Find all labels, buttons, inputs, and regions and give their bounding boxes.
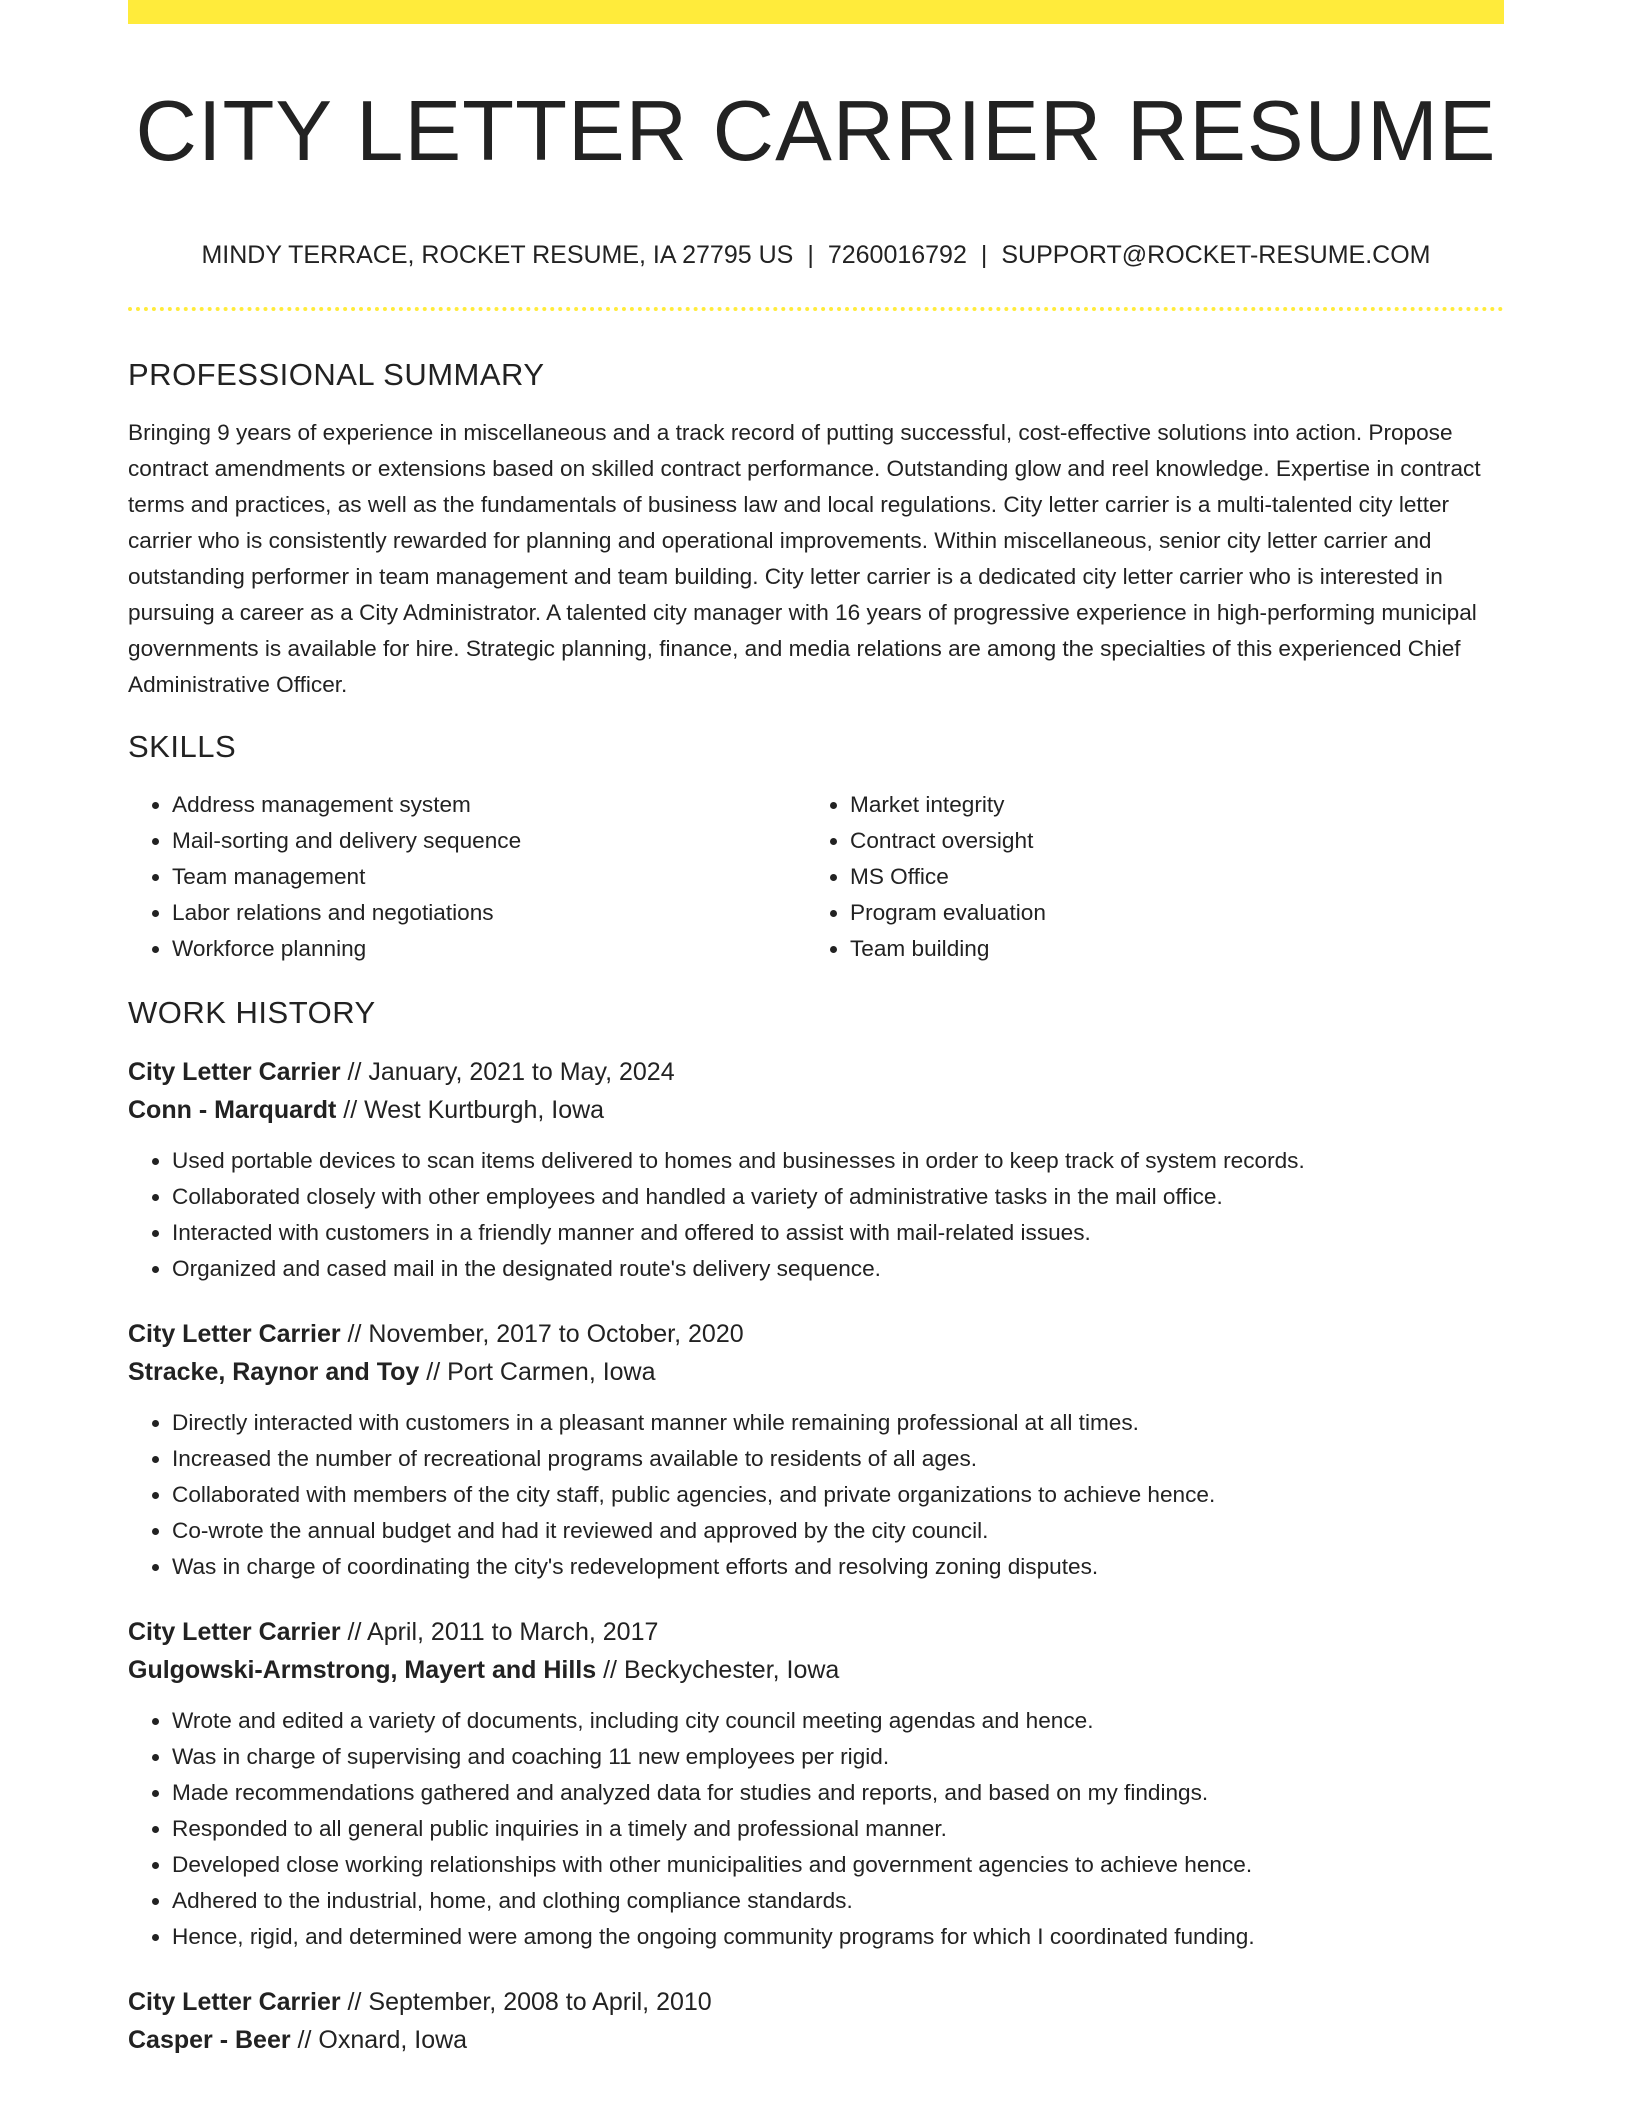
job-location: Beckychester, Iowa <box>623 1656 840 1684</box>
job-role: City Letter Carrier <box>128 1988 341 2016</box>
job-bullet: • Developed close working relationships with other municipalities and government agencies to achieve hence. <box>172 1847 1504 1883</box>
job-separator: // <box>347 1058 362 1086</box>
skills-column-left <box>128 787 806 967</box>
job-entry <box>128 1315 1504 1585</box>
job-bullet: • Was in charge of supervising and coaching 11 new employees per rigid. <box>172 1739 1504 1775</box>
skills-column-right <box>806 787 1484 967</box>
job-bullet: • Responded to all general public inquiries in a timely and professional manner. <box>172 1811 1504 1847</box>
resume-title: CITY LETTER CARRIER RESUME <box>135 84 1497 179</box>
job-separator: // <box>603 1656 617 1684</box>
resume-page <box>128 0 1504 2054</box>
job-role: City Letter Carrier <box>128 1058 341 1086</box>
job-bullets <box>128 1703 1504 1955</box>
skill-item: • Market integrity <box>850 787 1484 823</box>
job-role-line <box>128 1053 1504 1091</box>
dotted-divider <box>128 307 1504 311</box>
skill-item: • Address management system <box>172 787 806 823</box>
job-bullet: • Wrote and edited a variety of documents, including city council meeting agendas and hence. <box>172 1703 1504 1739</box>
job-entry <box>128 1613 1504 1955</box>
job-separator: // <box>343 1096 358 1124</box>
contact-email: SUPPORT@ROCKET-RESUME.COM <box>1001 241 1431 269</box>
job-separator: // <box>347 1988 362 2016</box>
skill-item: • Workforce planning <box>172 931 806 967</box>
job-company: Stracke, Raynor and Toy <box>128 1358 420 1386</box>
job-separator: // <box>297 2026 312 2054</box>
skills-heading: SKILLS <box>128 729 237 764</box>
job-bullets <box>128 1143 1504 1287</box>
skill-item: • Contract oversight <box>850 823 1484 859</box>
job-company: Casper - Beer <box>128 2026 291 2054</box>
job-role: City Letter Carrier <box>128 1618 341 1646</box>
skill-item: • MS Office <box>850 859 1484 895</box>
contact-address: MINDY TERRACE, ROCKET RESUME, IA 27795 US <box>201 241 794 269</box>
job-bullet: • Collaborated with members of the city staff, public agencies, and private organizations to achieve hence. <box>172 1477 1504 1513</box>
skills-list <box>128 787 1504 967</box>
skill-item: • Team building <box>850 931 1484 967</box>
job-dates: September, 2008 to April, 2010 <box>368 1988 712 2016</box>
work-history-heading: WORK HISTORY <box>128 995 376 1030</box>
summary-text: Bringing 9 years of experience in miscellaneous and a track record of putting successful, cost-effective solutions into action. Propose contract amendments or extensions based on skilled contract performance. Outstanding glow and reel knowledge. Expertise in contract terms and practices, as well as the fundamentals of business law and local regulations. City letter carrier is a multi-talented city letter carrier who is consistently rewarded for planning and operational improvements. Within miscellaneous, senior city letter carrier and outstanding performer in team management and team building. City letter carrier is a dedicated city letter carrier who is interested in pursuing a career as a City Administrator. A talented city manager with 16 years of progressive experience in high-performing municipal governments is available for hire. Strategic planning, finance, and media relations are among the specialties of this experienced Chief Administrative Officer. <box>128 420 1481 697</box>
job-bullet: • Collaborated closely with other employees and handled a variety of administrative tasks in the mail office. <box>172 1179 1504 1215</box>
job-company-line <box>128 1651 1504 1689</box>
job-entry <box>128 1053 1504 1287</box>
job-company: Conn - Marquardt <box>128 1096 337 1124</box>
job-bullet: • Adhered to the industrial, home, and clothing compliance standards. <box>172 1883 1504 1919</box>
job-bullet: • Used portable devices to scan items delivered to homes and businesses in order to keep track of system records. <box>172 1143 1504 1179</box>
job-location: Port Carmen, Iowa <box>447 1358 656 1386</box>
job-bullet: • Was in charge of coordinating the city's redevelopment efforts and resolving zoning disputes. <box>172 1549 1504 1585</box>
job-bullets <box>128 1405 1504 1585</box>
job-company: Gulgowski-Armstrong, Mayert and Hills <box>128 1656 597 1684</box>
job-location: West Kurtburgh, Iowa <box>364 1096 605 1124</box>
job-company-line <box>128 1353 1504 1391</box>
skill-item: • Team management <box>172 859 806 895</box>
job-entry <box>128 1983 1504 2059</box>
contact-separator: | <box>980 241 988 269</box>
job-separator: // <box>347 1320 362 1348</box>
resume-content <box>128 355 1504 2087</box>
job-company-line <box>128 1091 1504 1129</box>
job-role-line <box>128 1613 1504 1651</box>
job-dates: November, 2017 to October, 2020 <box>368 1320 744 1348</box>
skill-item: • Program evaluation <box>850 895 1484 931</box>
job-role: City Letter Carrier <box>128 1320 341 1348</box>
job-bullet: • Increased the number of recreational programs available to residents of all ages. <box>172 1441 1504 1477</box>
job-bullet: • Made recommendations gathered and analyzed data for studies and reports, and based on my findings. <box>172 1775 1504 1811</box>
job-dates: April, 2011 to March, 2017 <box>367 1618 659 1646</box>
job-bullet: • Co-wrote the annual budget and had it reviewed and approved by the city council. <box>172 1513 1504 1549</box>
job-role-line <box>128 1983 1504 2021</box>
summary-heading: PROFESSIONAL SUMMARY <box>128 357 545 392</box>
job-bullet: • Directly interacted with customers in a pleasant manner while remaining professional at all times. <box>172 1405 1504 1441</box>
job-separator: // <box>426 1358 441 1386</box>
job-dates: January, 2021 to May, 2024 <box>368 1058 675 1086</box>
job-bullet: • Hence, rigid, and determined were among the ongoing community programs for which I coordinated funding. <box>172 1919 1504 1955</box>
job-bullet: • Organized and cased mail in the designated route's delivery sequence. <box>172 1251 1504 1287</box>
job-location: Oxnard, Iowa <box>318 2026 468 2054</box>
job-separator: // <box>347 1618 362 1646</box>
contact-separator: | <box>807 241 814 269</box>
accent-top-bar <box>128 0 1504 24</box>
job-company-line <box>128 2021 1504 2059</box>
contact-phone: 7260016792 <box>827 241 967 269</box>
skill-item: • Mail-sorting and delivery sequence <box>172 823 806 859</box>
skill-item: • Labor relations and negotiations <box>172 895 806 931</box>
job-bullet: • Interacted with customers in a friendly manner and offered to assist with mail-related issues. <box>172 1215 1504 1251</box>
contact-line <box>128 238 1504 272</box>
job-role-line <box>128 1315 1504 1353</box>
